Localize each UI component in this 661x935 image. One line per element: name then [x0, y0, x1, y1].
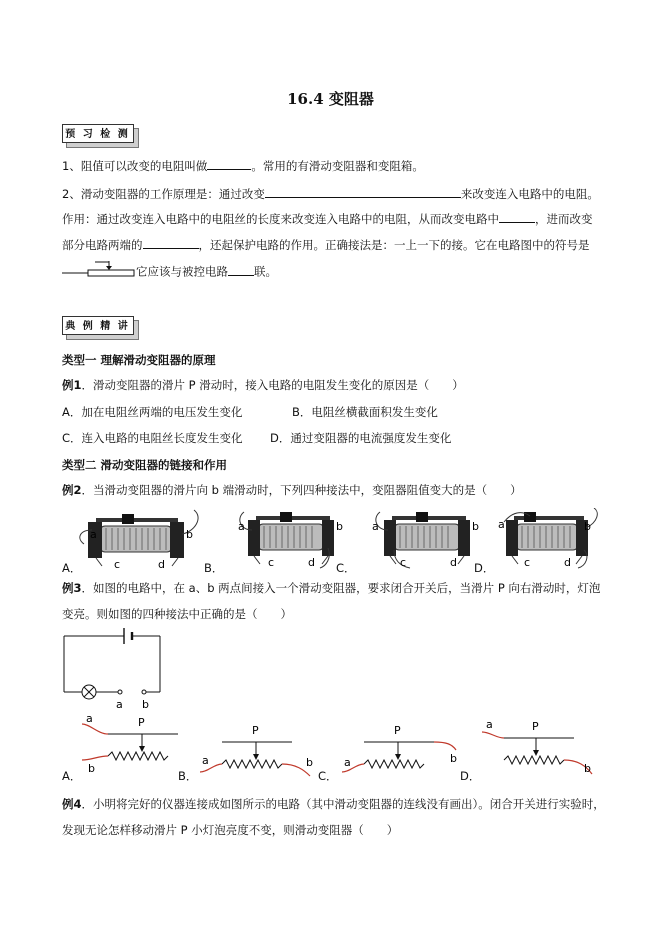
example-4	[62, 796, 605, 812]
terminal-c-label: c	[114, 558, 121, 570]
question-1-post: 。常用的有滑动变阻器和变阻箱。	[251, 159, 424, 173]
terminal-b-label: b	[584, 520, 591, 533]
question-2-pre: 2、滑动变阻器的工作原理是：通过改变	[62, 187, 265, 201]
option-2a[interactable]: A．	[62, 561, 82, 575]
slider-p-label: P	[138, 716, 145, 729]
option-1a[interactable]: A．加在电阻丝两端的电压发生变化	[62, 405, 243, 419]
example-1-label: 例1	[62, 378, 82, 392]
question-2-post: 来改变连入电路中的电阻。	[460, 187, 599, 201]
question-2-line-2	[62, 211, 593, 227]
circuit-point-b-label: b	[142, 698, 149, 710]
example-4-label: 例4	[62, 797, 82, 811]
question-2b-pre: 作用：通过改变连入电路中的电阻丝的长度来改变连入电路中的电阻，从而改变电路中	[62, 212, 499, 226]
example-4-text: ．小明将完好的仪器连接成如图所示的电路（其中滑动变阻器的连线没有画出）。闭合开关进行实验时，	[81, 797, 605, 811]
type-2-heading: 类型二 滑动变阻器的链接和作用	[62, 458, 228, 472]
terminal-a-label: a	[498, 518, 505, 531]
question-2-line-3	[62, 237, 590, 253]
question-2-line-4	[62, 263, 277, 281]
terminal-b-label: b	[88, 762, 95, 774]
circuit-diagram	[60, 628, 180, 710]
page-title: 16.4 变阻器	[287, 90, 374, 108]
blank-1[interactable]	[207, 158, 251, 170]
type-1-heading: 类型一 理解滑动变阻器的原理	[62, 353, 216, 367]
terminal-a-label: a	[90, 528, 97, 541]
example-2-label: 例2	[62, 483, 82, 497]
rheostat-symbol-icon	[62, 261, 136, 279]
question-2d-post: 它应该与被控电路	[136, 264, 228, 279]
slider-p-label: P	[252, 724, 259, 737]
rheostat-diagram-b	[196, 720, 326, 780]
section-tag-examples	[62, 316, 138, 338]
question-1-pre: 1、阻值可以改变的电阻叫做	[62, 159, 208, 173]
example-2	[62, 482, 522, 498]
option-2d[interactable]: D．	[474, 561, 495, 575]
example-3-line-2: 变亮。则如图的四种接法中正确的是（ ）	[62, 607, 292, 621]
rheostat-photo-c	[364, 508, 484, 570]
terminal-b-label: b	[472, 520, 479, 533]
terminal-a-label: a	[344, 756, 351, 769]
question-2d-post2: 联。	[254, 264, 277, 279]
blank-5[interactable]	[228, 264, 254, 276]
rheostat-diagram-c	[338, 720, 464, 782]
blank-4[interactable]	[143, 237, 199, 249]
terminal-c-label: c	[400, 556, 407, 569]
option-1c[interactable]: C．连入电路的电阻丝长度发生变化	[62, 431, 243, 445]
question-2	[62, 186, 599, 202]
section-tag-examples-label: 典 例 精 讲	[65, 321, 130, 332]
option-3c[interactable]: C．	[318, 769, 338, 783]
section-tag-preview-label: 预 习 检 测	[65, 129, 130, 140]
option-3b[interactable]: B．	[178, 769, 198, 783]
slider-p-label: P	[532, 720, 539, 733]
terminal-d-label: d	[308, 556, 315, 569]
rheostat-photo-a	[62, 508, 212, 570]
terminal-b-label: b	[306, 756, 313, 769]
option-3d[interactable]: D．	[460, 769, 481, 783]
example-4-line-2: 发现无论怎样移动滑片 P 小灯泡亮度不变，则滑动变阻器（ ）	[62, 823, 399, 837]
terminal-b-label: b	[186, 528, 193, 541]
question-1	[62, 158, 424, 174]
option-1d[interactable]: D．通过变阻器的电流强度发生变化	[270, 431, 452, 445]
terminal-b-label: b	[450, 752, 457, 765]
terminal-a-label: a	[86, 712, 93, 725]
terminal-d-label: d	[158, 558, 165, 570]
terminal-c-label: c	[524, 556, 531, 569]
blank-3[interactable]	[499, 211, 535, 223]
question-2b-post: ，进而改变	[535, 212, 593, 226]
terminal-b-label: b	[584, 762, 591, 775]
option-2b[interactable]: B．	[204, 561, 224, 575]
section-tag-preview	[62, 124, 138, 146]
example-2-text: ．当滑动变阻器的滑片向 b 端滑动时，下列四种接法中，变阻器阻值变大的是（ ）	[81, 483, 522, 497]
terminal-a-label: a	[372, 520, 379, 533]
rheostat-photo-d	[494, 508, 604, 570]
rheostat-photo-b	[228, 508, 348, 570]
blank-2[interactable]	[265, 186, 461, 198]
terminal-a-label: a	[202, 754, 209, 767]
circuit-point-a-label: a	[116, 698, 123, 710]
terminal-a-label: a	[486, 718, 493, 731]
terminal-a-label: a	[238, 520, 245, 533]
example-3	[62, 580, 600, 596]
terminal-b-label: b	[336, 520, 343, 533]
example-3-label: 例3	[62, 581, 82, 595]
terminal-c-label: c	[268, 556, 275, 569]
rheostat-diagram-a	[78, 712, 182, 774]
example-1	[62, 377, 464, 393]
example-3-text: ．如图的电路中，在 a、b 两点间接入一个滑动变阻器，要求闭合开关后，当滑片 P 向右滑动时，灯泡	[81, 581, 601, 595]
option-1b[interactable]: B．电阻丝横截面积发生变化	[292, 405, 438, 419]
rheostat-diagram-d	[478, 716, 598, 780]
option-3a[interactable]: A．	[62, 769, 82, 783]
option-2c[interactable]: C．	[336, 561, 356, 575]
question-2c-post: ，还起保护电路的作用。正确接法是：一上一下的接。它在电路图中的符号是	[198, 238, 590, 252]
example-1-text: ．滑动变阻器的滑片 P 滑动时，接入电路的电阻发生变化的原因是（ ）	[81, 378, 464, 392]
slider-p-label: P	[394, 724, 401, 737]
question-2c-pre: 部分电路两端的	[62, 238, 143, 252]
terminal-d-label: d	[450, 556, 457, 569]
terminal-d-label: d	[564, 556, 571, 569]
